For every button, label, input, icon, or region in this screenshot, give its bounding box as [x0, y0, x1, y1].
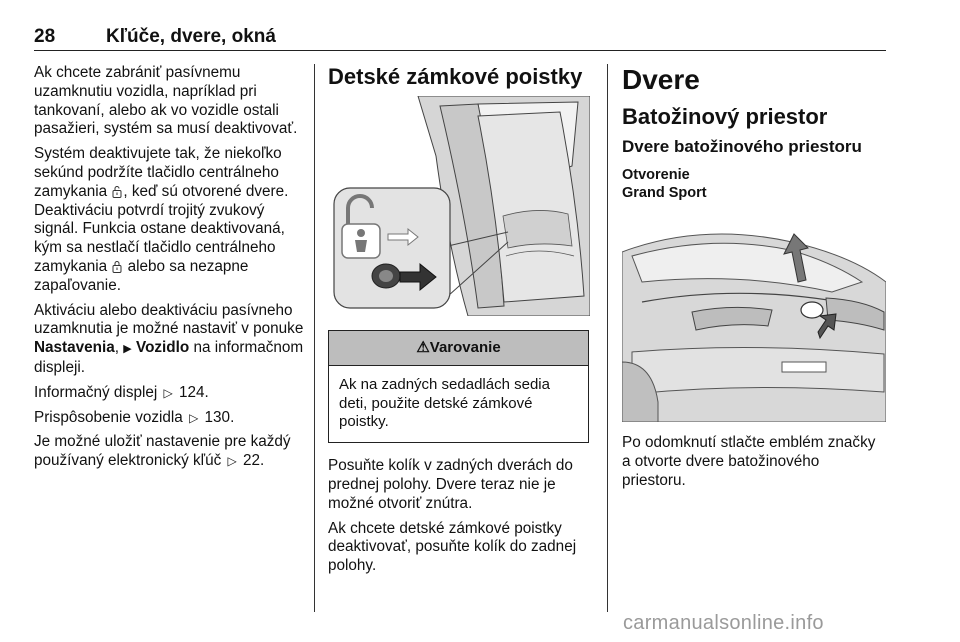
- tailgate-illustration: [622, 212, 886, 422]
- reference-text: Informačný displej: [34, 383, 158, 401]
- paragraph-deactivate: [34, 145, 306, 295]
- paragraph-text: na informačnom displeji.: [34, 339, 304, 376]
- column-divider-right: [607, 64, 608, 612]
- section-title-child-locks: Detské zámkové poistky: [328, 64, 583, 89]
- subsection-title-luggage: Batožinový priestor: [622, 104, 828, 129]
- unlock-icon: [112, 185, 122, 198]
- page-header: [34, 24, 886, 51]
- reference-text: Je možné uložiť nastavenie pre každý používaný elektronický kľúč: [34, 433, 291, 470]
- watermark: carmanualsonline.info: [623, 612, 824, 634]
- warning-header: [329, 331, 588, 366]
- reference-page[interactable]: 22.: [243, 452, 265, 470]
- reference-electronic-key: [34, 433, 306, 471]
- section-title-doors: Dvere: [622, 64, 700, 95]
- paragraph-text: , keď sú otvorené dvere. Deaktiváciu potvrdí trojitý zvukový signál. Funkcia ostane deaktivovaná, kým sa nestlačí tlačidlo centrálneho zamykania: [34, 182, 289, 275]
- paragraph-passive-lock: [34, 64, 306, 139]
- reference-page[interactable]: 130.: [204, 408, 235, 426]
- child-lock-illustration: [328, 96, 590, 316]
- subsection-title-tailgate: Dvere batožinového priestoru: [622, 137, 862, 156]
- paragraph-open-tailgate: Po odomknutí stlačte emblém značky a otvorte dvere batožinového priestoru.: [622, 434, 876, 489]
- reference-vehicle-personalisation: [34, 409, 306, 428]
- warning-text: Ak na zadných sedadlách sedia deti, použite detské zámkové poistky.: [339, 375, 550, 431]
- reference-page[interactable]: 124.: [179, 383, 209, 401]
- paragraph-deactivate-lock: Ak chcete detské zámkové poistky deaktivovať, posuňte kolík do zadnej polohy.: [328, 519, 577, 575]
- right-column: [622, 64, 886, 496]
- middle-column: [328, 64, 590, 582]
- left-column: [34, 64, 306, 477]
- column-divider-left: [314, 64, 315, 612]
- rear-door-drawing: [328, 96, 590, 316]
- triangle-right-outline-icon: ▷: [163, 385, 173, 400]
- triangle-right-outline-icon: ▷: [189, 410, 199, 425]
- paragraph-settings: [34, 302, 306, 378]
- warning-triangle-icon: ⚠: [416, 339, 430, 356]
- menu-settings: Nastavenia: [34, 339, 115, 357]
- paragraph-text: alebo sa nezapne zapaľovanie.: [34, 257, 249, 294]
- warning-title: Varovanie: [429, 339, 501, 356]
- page-number: 28: [34, 26, 56, 47]
- car-rear-drawing: [622, 212, 886, 422]
- paragraph-text: Aktiváciu alebo deaktiváciu pasívneho uzamknutia je možné nastaviť v ponuke: [34, 301, 304, 338]
- reference-info-display: [34, 384, 306, 403]
- menu-vehicle: Vozidlo: [136, 339, 190, 357]
- label-grand-sport: Grand Sport: [622, 185, 707, 201]
- reference-text: Prispôsobenie vozidla: [34, 408, 183, 426]
- chapter-title: Kľúče, dvere, okná: [106, 26, 276, 47]
- paragraph-text: Systém deaktivujete tak, že niekoľko sekúnd podržíte tlačidlo centrálneho zamykania: [34, 145, 282, 200]
- lock-icon: [112, 260, 122, 273]
- label-opening: Otvorenie: [622, 167, 690, 183]
- warning-box: [328, 330, 589, 443]
- separator: ,: [114, 339, 120, 357]
- play-filled-icon: ▶: [123, 343, 132, 356]
- paragraph-text: Ak chcete zabrániť pasívnemu uzamknutiu vozidla, napríklad pri tankovaní, alebo ak vo vozidle ostali pasažieri, systém sa musí deaktivovať.: [34, 64, 298, 138]
- triangle-right-outline-icon: ▷: [227, 454, 237, 469]
- paragraph-move-pin: Posuňte kolík v zadných dverách do prednej polohy. Dvere teraz nie je možné otvoriť znútra.: [328, 457, 573, 512]
